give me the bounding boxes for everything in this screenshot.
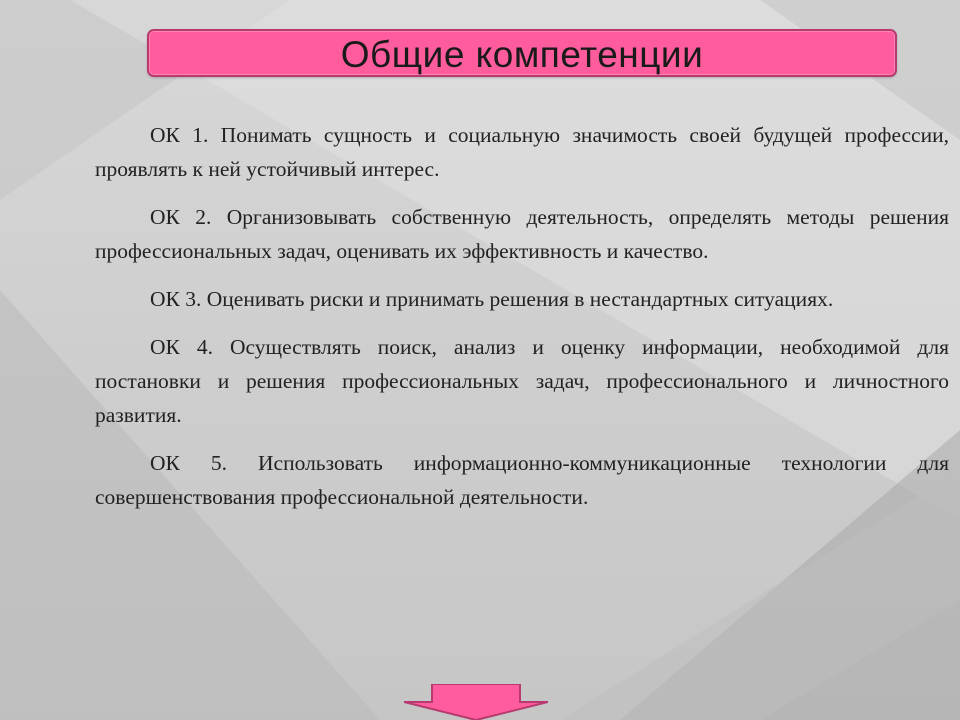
competency-ok4: ОК 4. Осуществлять поиск, анализ и оценку информации, необходимой для постановки и решения профессиональных задач, профессионального и личностного развития. bbox=[95, 335, 949, 427]
competency-ok2: ОК 2. Организовывать собственную деятельность, определять методы решения профессиональных задач, оценивать их эффективность и качество. bbox=[95, 205, 949, 263]
competencies-list bbox=[95, 118, 949, 528]
competency-ok5: ОК 5. Использовать информационно-коммуникационные технологии для совершенствования профессиональной деятельности. bbox=[95, 451, 949, 509]
competency-ok3: ОК 3. Оценивать риски и принимать решения в нестандартных ситуациях. bbox=[150, 287, 834, 311]
competency-ok1: ОК 1. Понимать сущность и социальную значимость своей будущей профессии, проявлять к ней устойчивый интерес. bbox=[95, 123, 949, 181]
slide-title: Общие компетенции bbox=[340, 33, 704, 75]
down-arrow-icon[interactable] bbox=[404, 684, 548, 720]
title-banner bbox=[147, 29, 897, 77]
